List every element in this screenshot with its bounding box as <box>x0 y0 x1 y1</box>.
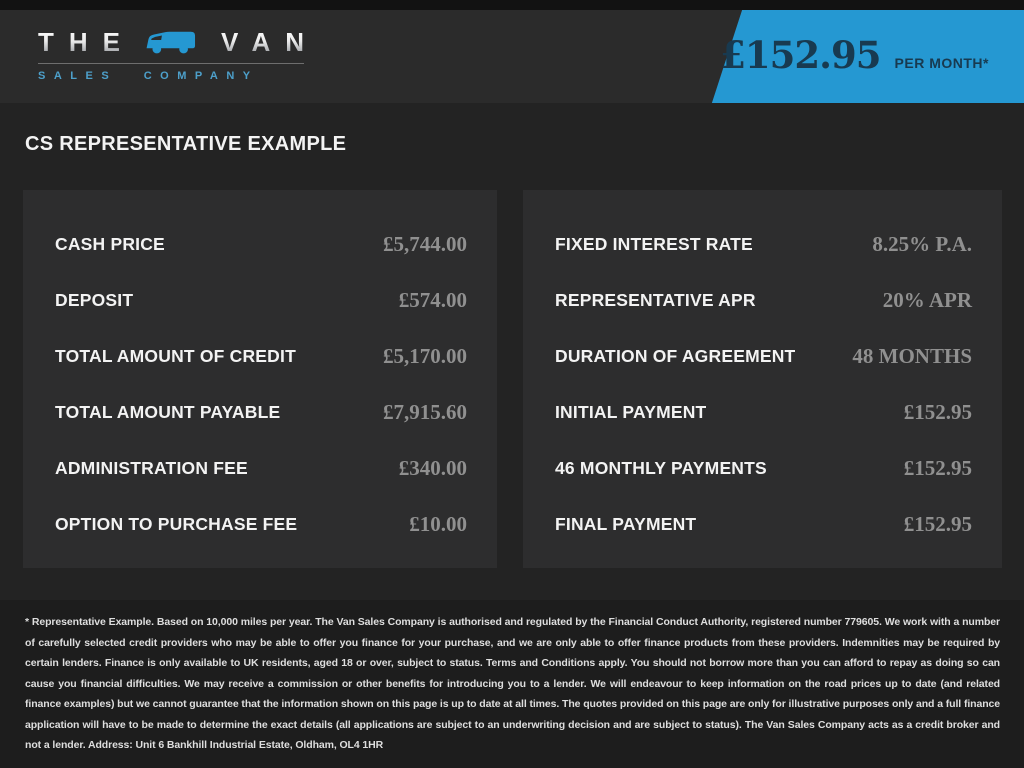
finance-row <box>55 272 467 328</box>
finance-value: £574.00 <box>398 287 467 312</box>
finance-panel-right <box>523 190 1002 568</box>
finance-label: DURATION OF AGREEMENT <box>555 345 796 366</box>
finance-label: ADMINISTRATION FEE <box>55 457 248 478</box>
brand-word-van: VAN <box>221 26 319 57</box>
finance-value: 8.25% P.A. <box>872 231 972 256</box>
finance-row <box>55 384 467 440</box>
finance-label: REPRESENTATIVE APR <box>555 289 756 310</box>
main-content <box>0 103 1024 600</box>
finance-label: OPTION TO PURCHASE FEE <box>55 513 298 534</box>
van-icon <box>145 26 197 58</box>
finance-row <box>555 496 972 552</box>
finance-row <box>555 216 972 272</box>
finance-value: 20% APR <box>882 287 972 312</box>
price-banner-text <box>720 33 989 77</box>
finance-panel-left <box>23 190 497 568</box>
finance-label: TOTAL AMOUNT OF CREDIT <box>55 345 296 366</box>
finance-row <box>55 328 467 384</box>
finance-row <box>55 496 467 552</box>
finance-value: £5,744.00 <box>383 231 467 256</box>
finance-row <box>55 440 467 496</box>
finance-row <box>555 440 972 496</box>
page-title: CS REPRESENTATIVE EXAMPLE <box>25 133 347 155</box>
finance-label: FINAL PAYMENT <box>555 513 697 534</box>
disclaimer-text: * Representative Example. Based on 10,000 miles per year. The Van Sales Company is authorised and regulated by the Financial Conduct Authority, registered number 779605. We work with a number of carefully selected credit providers who may be able to offer you finance for your purchase, and we are only able to offer finance products from these providers. Indemnities may be required by certain lenders. Finance is only available to UK residents, aged 18 or over, subject to status. Terms and Conditions apply. You should not borrow more than you can afford to repay as doing so can cause you financial difficulties. We may receive a commission or other benefits for introducing you to a lender. We will endeavour to keep information on the road prices up to date (and related finance examples) but we cannot guarantee that the information shown on this page is up to date at all times. The quotes provided on this page are only for illustrative purposes only and a full finance application will have to be made to determine the exact details (all applications are subject to an underwriting decision and are subject to status). The Van Sales Company acts as a credit broker and not a lender. Address: Unit 6 Bankhill Industrial Estate, Oldham, OL4 1HR <box>25 616 1000 751</box>
finance-row <box>555 384 972 440</box>
finance-value: £7,915.60 <box>383 399 467 424</box>
price-amount: £152.95 <box>720 32 881 77</box>
finance-label: DEPOSIT <box>55 289 134 310</box>
finance-label: CASH PRICE <box>55 233 165 254</box>
brand-logo <box>38 26 319 82</box>
finance-label: INITIAL PAYMENT <box>555 401 707 422</box>
logo-divider <box>38 63 304 64</box>
finance-label: 46 MONTHLY PAYMENTS <box>555 457 767 478</box>
finance-value: £152.95 <box>903 399 972 424</box>
finance-value: £340.00 <box>398 455 467 480</box>
finance-label: TOTAL AMOUNT PAYABLE <box>55 401 281 422</box>
brand-word-the: THE <box>38 26 135 57</box>
finance-value: 48 MONTHS <box>852 343 972 368</box>
finance-value: £5,170.00 <box>383 343 467 368</box>
finance-label: FIXED INTEREST RATE <box>555 233 753 254</box>
header <box>0 10 1024 103</box>
brand-logo-row <box>38 26 319 58</box>
finance-value: £10.00 <box>409 511 467 536</box>
finance-value: £152.95 <box>903 455 972 480</box>
finance-row <box>555 272 972 328</box>
price-per-month-label: PER MONTH* <box>894 54 989 71</box>
footer <box>0 600 1024 768</box>
finance-value: £152.95 <box>903 511 972 536</box>
finance-row <box>55 216 467 272</box>
brand-tagline: SALES COMPANY <box>38 70 259 82</box>
finance-row <box>555 328 972 384</box>
